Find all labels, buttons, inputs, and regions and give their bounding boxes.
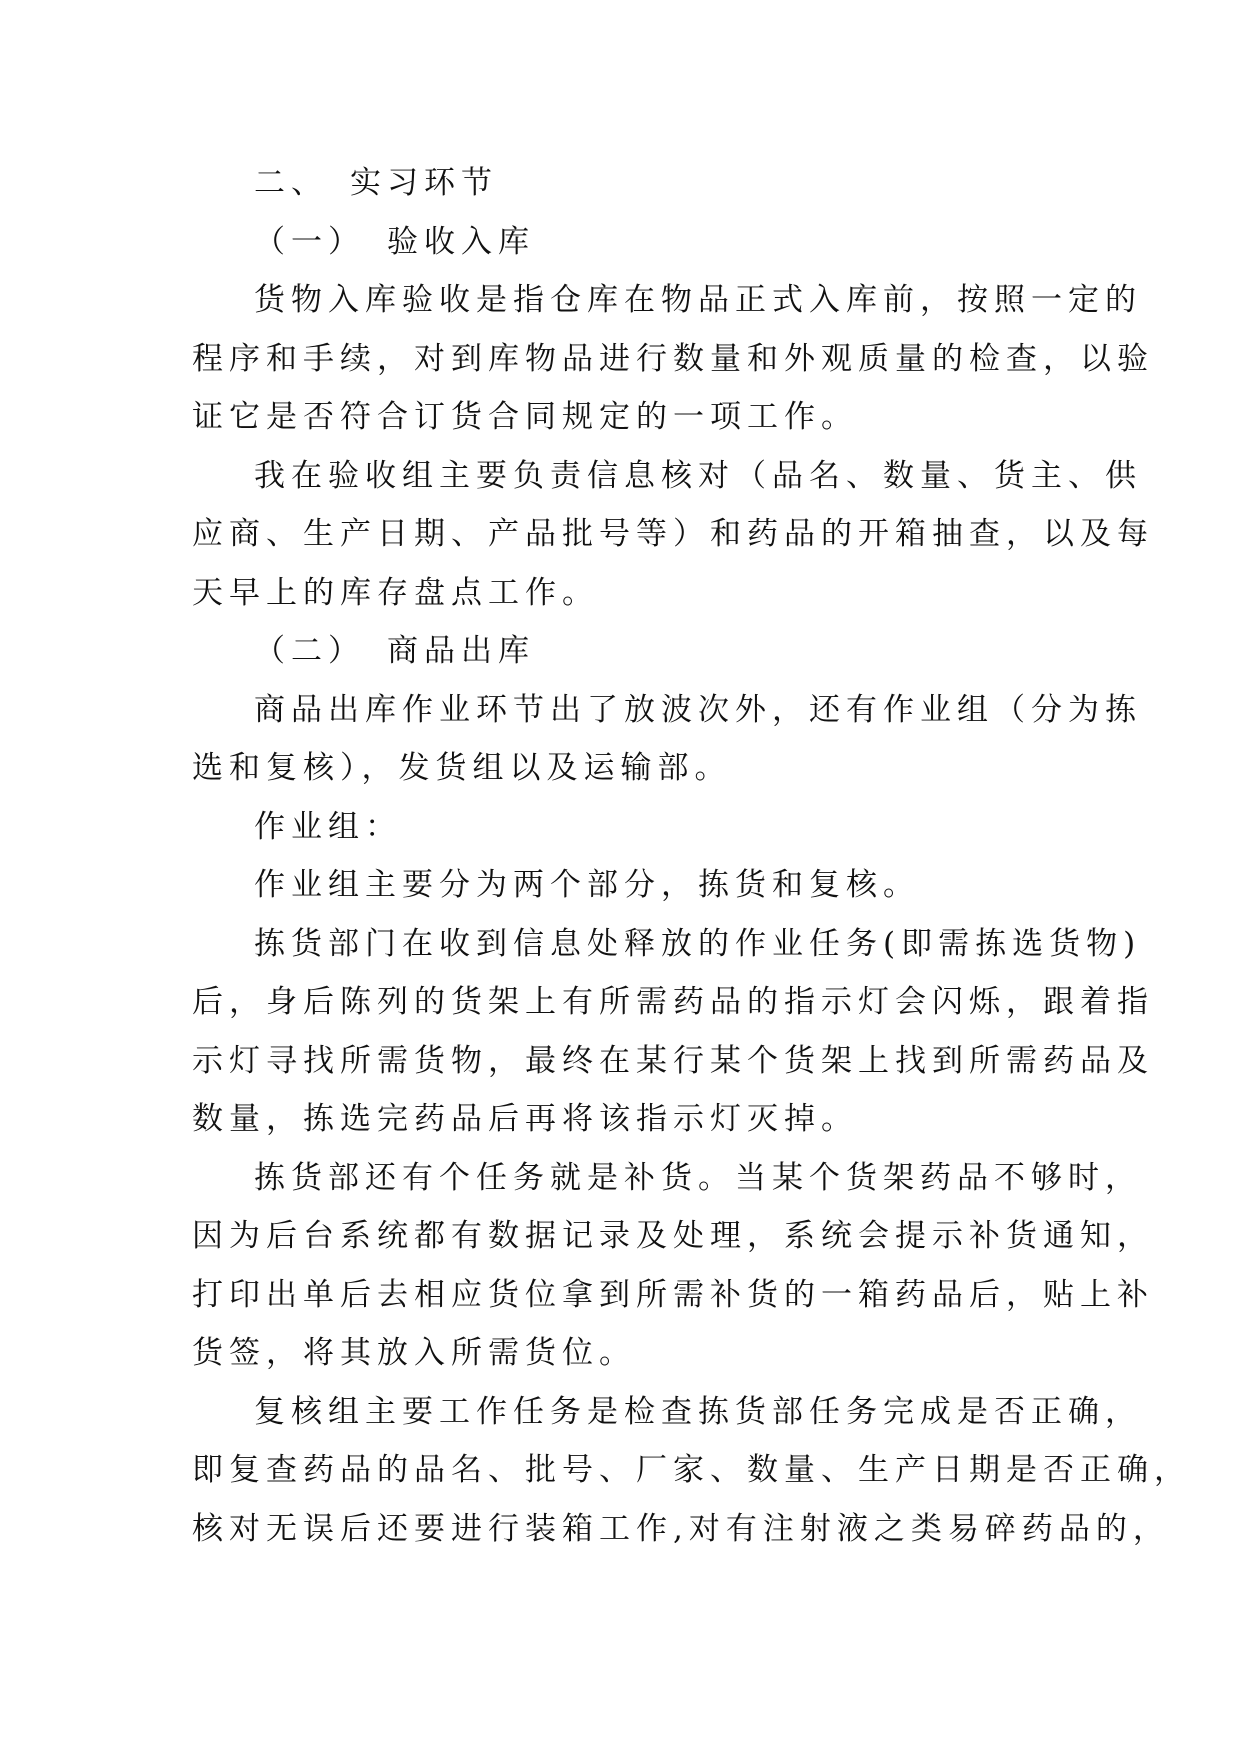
subsection-title-2: 商品出库 bbox=[387, 633, 535, 669]
section-title: 实习环节 bbox=[350, 165, 498, 201]
paragraph-line: 应商、生产日期、产品批号等）和药品的开箱抽查，以及每 bbox=[192, 516, 1154, 552]
paragraph-line: 拣货部还有个任务就是补货。当某个货架药品不够时， bbox=[254, 1159, 1142, 1196]
paragraph-line: 复核组主要工作任务是检查拣货部任务完成是否正确， bbox=[254, 1393, 1142, 1430]
paragraph-line: 示灯寻找所需货物，最终在某行某个货架上找到所需药品及 bbox=[192, 1042, 1154, 1079]
paragraph-line: 货物入库验收是指仓库在物品正式入库前，按照一定的 bbox=[254, 282, 1142, 318]
document-body bbox=[192, 154, 1191, 1558]
paragraph-line: 数量，拣选完药品后再将该指示灯灭掉。 bbox=[192, 1101, 858, 1137]
paragraph-line: 选和复核），发货组以及运输部。 bbox=[192, 750, 732, 786]
paragraph-line: 作业组： bbox=[254, 808, 402, 845]
paragraph-line: 天早上的库存盘点工作。 bbox=[192, 574, 599, 611]
subsection-number-2: （二） bbox=[254, 633, 365, 669]
subsection-title-1: 验收入库 bbox=[387, 223, 535, 260]
paragraph-line: 核对无误后还要进行装箱工作,对有注射液之类易碎药品的， bbox=[192, 1510, 1170, 1547]
paragraph-line: 货签，将其放入所需货位。 bbox=[192, 1335, 636, 1371]
paragraph-line: 程序和手续，对到库物品进行数量和外观质量的检查，以验 bbox=[192, 340, 1154, 377]
paragraph-line: 证它是否符合订货合同规定的一项工作。 bbox=[192, 399, 858, 435]
paragraph-line: 我在验收组主要负责信息核对（品名、数量、货主、供 bbox=[254, 457, 1142, 494]
section-heading bbox=[192, 154, 1052, 213]
subsection-heading-2 bbox=[192, 622, 1052, 681]
section-number: 二、 bbox=[254, 165, 328, 201]
paragraph-line: 作业组主要分为两个部分，拣货和复核。 bbox=[254, 867, 920, 903]
paragraph-line: 商品出库作业环节出了放波次外，还有作业组（分为拣 bbox=[254, 691, 1142, 728]
paragraph-line: 因为后台系统都有数据记录及处理，系统会提示补货通知， bbox=[192, 1218, 1154, 1254]
paragraph-line: 打印出单后去相应货位拿到所需补货的一箱药品后，贴上补 bbox=[192, 1276, 1154, 1313]
paragraph-line: 即复查药品的品名、批号、厂家、数量、生产日期是否正确， bbox=[192, 1452, 1191, 1488]
subsection-heading-1 bbox=[192, 213, 1052, 272]
paragraph-line: 后，身后陈列的货架上有所需药品的指示灯会闪烁，跟着指 bbox=[192, 984, 1154, 1020]
paragraph-line: 拣货部门在收到信息处释放的作业任务(即需拣选货物) bbox=[254, 925, 1142, 962]
subsection-number-1: （一） bbox=[254, 223, 365, 260]
